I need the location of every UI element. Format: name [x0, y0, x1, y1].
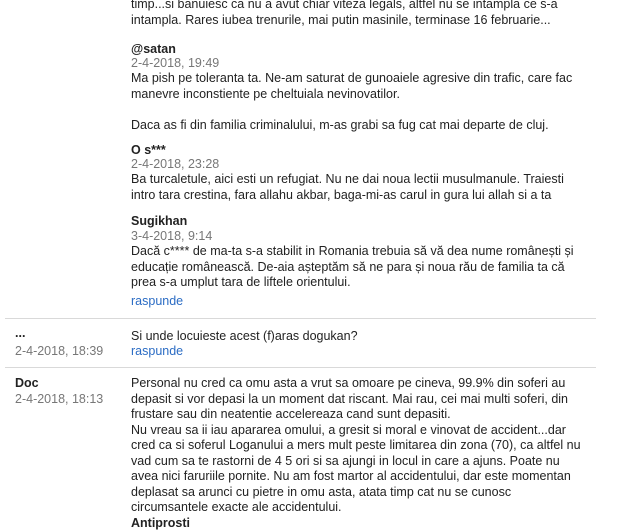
reply-author[interactable]: Antiprosti: [131, 516, 191, 530]
reply-text: Daca as fi din familia criminalului, m-as grabi sa fug cat mai departe de cluj.: [131, 118, 549, 132]
reply-author[interactable]: Sugikhan: [131, 214, 188, 228]
reply-date: 2-4-2018, 19:49: [131, 56, 220, 70]
reply-text: Ma pish pe toleranta ta. Ne-am saturat de gunoaiele agresive din trafic, care fac manevre inconstiente pe cheltuiala nevinovatilor.: [131, 71, 573, 101]
comment-divider: [5, 318, 596, 319]
reply-text: Ba turcaletule, aici esti un refugiat. Nu ne dai noua lectii musulmanule. Traiesti intro tara crestina, fara allahu akbar, baga-mi-as carul in gura lui allah si a ta: [131, 172, 564, 202]
comment-date: 2-4-2018, 18:13: [15, 392, 104, 406]
comment-author[interactable]: Doc: [15, 376, 39, 390]
reply-date: 3-4-2018, 9:14: [131, 229, 213, 243]
reply-link[interactable]: raspunde: [131, 294, 184, 308]
reply-link[interactable]: raspunde: [131, 344, 184, 358]
comment-date: 2-4-2018, 18:39: [15, 344, 104, 358]
comment-text: Si unde locuieste acest (f)aras dogukan?: [131, 329, 358, 343]
reply-author[interactable]: O s***: [131, 143, 166, 157]
reply-text: timp...si banuiesc ca nu a avut chiar viteza legals, altfel nu se intampla ce s-a intampla. Rares iubea trenurile, mai putin masinile, terminase 16 februarie...: [131, 0, 558, 27]
comment-text: Personal nu cred ca omu asta a vrut sa omoare pe cineva, 99.9% din soferi au depasit si vor depasi la un moment dat riscant. Mai rau, cei mai multi soferi, din frustare sau din neatentie accelereaza cand sunt depasiti. Nu vreau sa ii iau apararea omului, a gresit si moral e vinovat de accident...dar cred ca si soferul Loganului a mers mult peste limitarea din zona (70), ca altfel nu vad cum sa te rastorni de 4 5 ori si sa ajungi in locul in care a ajuns. Poate nu avea nici faruriile pornite. Nu am fost martor al accidentului, dar este momentan deplasat sa arunci cu pietre in omu asta, atata timp cat nu se cunosc circumsantele exacte ale accidentului.: [131, 376, 581, 514]
comment-divider: [5, 367, 596, 368]
reply-date: 2-4-2018, 23:28: [131, 157, 220, 171]
comment-author[interactable]: ...: [15, 326, 26, 340]
reply-text: Dacă c**** de ma-ta s-a stabilit in Romania trebuia să vă dea nume românești și educație românească. De-aia așteptăm să ne para și noua rău de familia ta că prea s-a umplut tara de liftele orientului.: [131, 244, 574, 289]
reply-author[interactable]: @satan: [131, 42, 176, 56]
